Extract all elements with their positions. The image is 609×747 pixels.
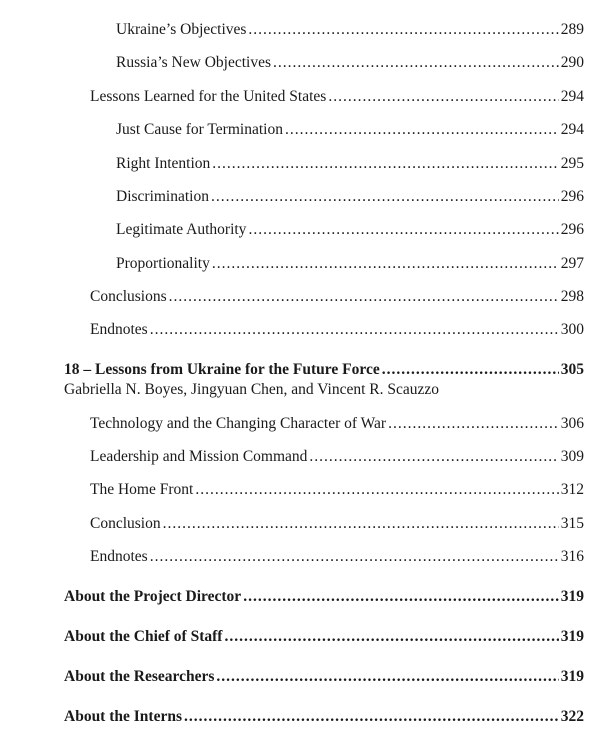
toc-entry-legitimate-authority [116, 220, 584, 240]
toc-chapter-title: 18 – Lessons from Ukraine for the Future Force [64, 361, 380, 378]
toc-entry-just-cause [116, 120, 584, 140]
dot-leader [184, 707, 559, 727]
toc-entry-lessons-learned-us [90, 87, 584, 107]
dot-leader [163, 514, 559, 534]
toc-entry-page: 289 [560, 21, 584, 38]
toc-entry-page: 296 [560, 188, 584, 205]
toc-entry-label: Endnotes [90, 321, 148, 338]
toc-entry-label: Ukraine’s Objectives [116, 21, 247, 38]
dot-leader [150, 547, 559, 567]
dot-leader [309, 447, 558, 467]
toc-about-researchers [64, 667, 584, 687]
dot-leader [212, 154, 558, 174]
toc-entry-home-front [90, 480, 584, 500]
toc-entry-page: 296 [560, 221, 584, 238]
toc-about-project-director [64, 587, 584, 607]
dot-leader [328, 87, 558, 107]
toc-entry-page: 305 [560, 361, 584, 378]
toc-entry-ukraines-objectives [116, 20, 584, 40]
dot-leader [382, 360, 559, 380]
dot-leader [248, 220, 558, 240]
toc-entry-proportionality [116, 254, 584, 274]
dot-leader [285, 120, 559, 140]
dot-leader [150, 320, 559, 340]
toc-entry-conclusions [90, 287, 584, 307]
toc-about-chief-of-staff [64, 627, 584, 647]
toc-entry-conclusion [90, 514, 584, 534]
toc-entry-page: 312 [560, 481, 584, 498]
toc-entry-label: Right Intention [116, 155, 211, 172]
toc-about-interns [64, 707, 584, 727]
toc-entry-page: 322 [560, 708, 584, 725]
toc-entry-label: Proportionality [116, 255, 210, 272]
toc-entry-page: 319 [560, 668, 584, 685]
toc-entry-label: Just Cause for Termination [116, 121, 283, 138]
toc-entry-page: 294 [560, 88, 584, 105]
toc-entry-leadership [90, 447, 584, 467]
toc-entry-label: Leadership and Mission Command [90, 448, 308, 465]
dot-leader [169, 287, 559, 307]
toc-entry-label: Legitimate Authority [116, 221, 247, 238]
toc-entry-discrimination [116, 187, 584, 207]
toc-entry-label: Lessons Learned for the United States [90, 88, 327, 105]
toc-entry-page: 306 [560, 415, 584, 432]
toc-entry-page: 319 [560, 588, 584, 605]
toc-entry-label: About the Interns [64, 708, 182, 725]
toc-entry-label: Russia’s New Objectives [116, 54, 271, 71]
toc-entry-russias-new-objectives [116, 53, 584, 73]
toc-entry-page: 315 [560, 515, 584, 532]
dot-leader [273, 53, 559, 73]
toc-entry-page: 297 [560, 255, 584, 272]
toc-entry-right-intention [116, 154, 584, 174]
toc-entry-page: 300 [560, 321, 584, 338]
dot-leader [248, 20, 558, 40]
dot-leader [243, 587, 559, 607]
toc-entry-label: Conclusions [90, 288, 167, 305]
toc-entry-endnotes [90, 320, 584, 340]
dot-leader [195, 480, 558, 500]
toc-entry-page: 298 [560, 288, 584, 305]
toc-entry-page: 295 [560, 155, 584, 172]
toc-entry-page: 316 [560, 548, 584, 565]
toc-entry-label: About the Chief of Staff [64, 628, 223, 645]
toc-entry-label: Endnotes [90, 548, 148, 565]
toc-entry-page: 309 [560, 448, 584, 465]
chapter-authors: Gabriella N. Boyes, Jingyuan Chen, and Vincent R. Scauzzo [64, 381, 440, 398]
dot-leader [388, 414, 559, 434]
toc-entry-label: Discrimination [116, 188, 209, 205]
toc-entry-technology [90, 414, 584, 434]
dot-leader [216, 667, 558, 687]
toc-entry-label: Technology and the Changing Character of War [90, 415, 387, 432]
toc-entry-label: About the Project Director [64, 588, 242, 605]
toc-entry-endnotes-18 [90, 547, 584, 567]
dot-leader [212, 254, 559, 274]
dot-leader [211, 187, 559, 207]
dot-leader [224, 627, 558, 647]
toc-entry-label: The Home Front [90, 481, 194, 498]
toc-entry-page: 319 [560, 628, 584, 645]
toc-chapter-18 [64, 360, 584, 380]
toc-entry-label: About the Researchers [64, 668, 215, 685]
toc-entry-label: Conclusion [90, 515, 161, 532]
toc-entry-page: 294 [560, 121, 584, 138]
toc-entry-page: 290 [560, 54, 584, 71]
